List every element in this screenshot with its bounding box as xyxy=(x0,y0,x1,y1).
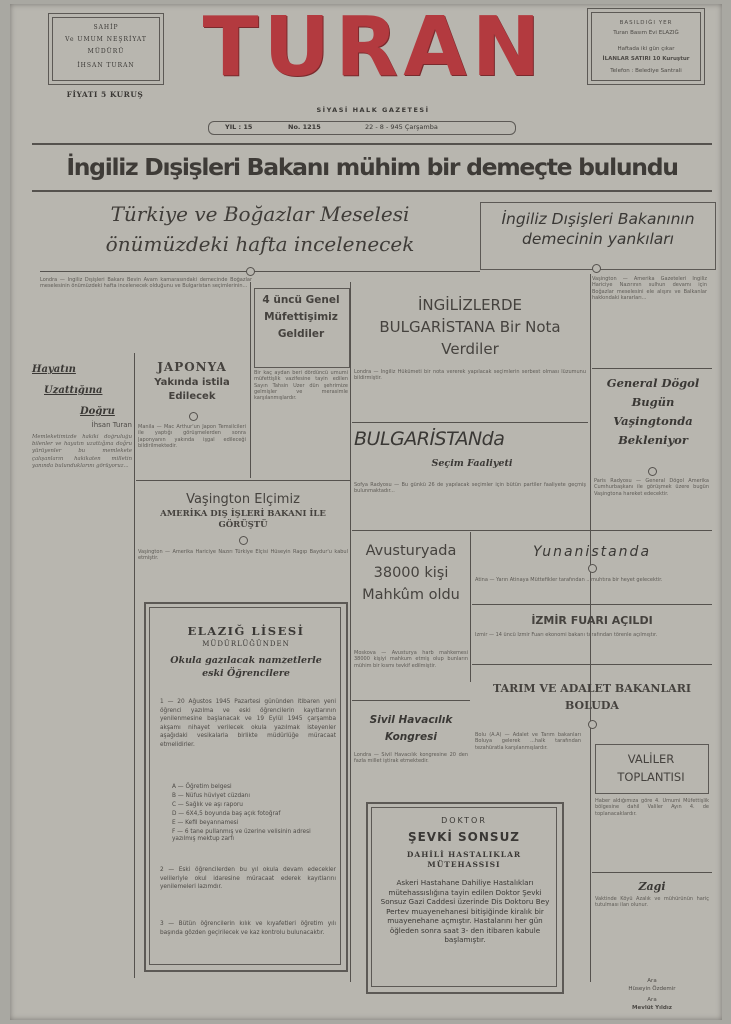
yunanistan-body: Atina — Yarın Atinaya Müttefikler tarafından ...muhtıra bir heyet gelecektir. xyxy=(475,577,663,583)
hayatin-title-2: Uzattığına xyxy=(44,385,103,396)
lise-item-1: A — Öğretim belgesi xyxy=(172,784,232,790)
owner-line-1: SAHİP xyxy=(93,24,119,31)
hayatin-body: Memleketimizde hakiki doğruluğu bilenler ve hayatın uzattığına doğru yürüyenler bu memlekete çalışanların hakikaten milletin yanında bulunduklarını görüyoruz... xyxy=(32,434,132,469)
owner-box xyxy=(48,13,164,85)
bulgaristan-secim-subhead: Seçim Faaliyeti xyxy=(431,458,513,469)
valiler-headline: VALİLER TOPLANTISI xyxy=(617,752,685,784)
print-line-4: İLANLAR SATIRI 10 Kuruştur xyxy=(602,56,690,62)
lise-item-6: F — 6 tane pullanmış ve üzerine velisinin adresi yazılmış mektup zarfı xyxy=(172,829,311,842)
issue-number: No. 1215 xyxy=(288,123,321,131)
lise-item-7: 2 — Eski öğrencilerden bu yıl okula devam edecekler velileriyle okul idaresine müracaat ederek kayıtlarını yenilemeleri lazımdır. xyxy=(160,867,336,890)
zagi-sign-4: Mevlüt Yıldız xyxy=(632,1005,672,1011)
mufettis-headline: 4 üncü Genel Müfettişimiz Geldiler xyxy=(262,294,340,340)
vasington-body: Vaşington — Amerika Hariciye Nazırı Türkiye Elçisi Hüseyin Ragıp Baydur'u kabul etmiştir. xyxy=(138,549,348,562)
tarim-headline: TARIM VE ADALET BAKANLARI BOLUDA xyxy=(493,682,691,712)
zagi-sign-2: Hüseyin Özdemir xyxy=(628,986,676,992)
newspaper-subtitle: SİYASİ HALK GAZETESİ xyxy=(316,106,430,114)
print-line-1: BASILDIĞI YER xyxy=(619,20,673,26)
izmir-body: İzmir — 14 üncü İzmir Fuarı ekonomi bakanı tarafından törenle açılmıştır. xyxy=(475,632,658,638)
lise-item-3: C — Sağlık ve aşı raporu xyxy=(172,802,243,808)
date-bar xyxy=(208,121,516,135)
issue-date: 22 - 8 - 945 Çarşamba xyxy=(365,123,438,131)
print-line-2: Turan Basım Evi ELAZIĞ xyxy=(613,30,679,36)
newspaper-page xyxy=(10,0,722,1020)
bogazlar-body: Londra — İngiliz Dışişleri Bakanı Bevin Avam kamarasındaki demecinde Boğazlar meselesinin önümüzdeki hafta incelenecek olduğunu ve Bulgaristan seçimlerinin... xyxy=(40,277,252,290)
avusturya-headline: Avusturyada 38000 kişi Mahkûm oldu xyxy=(362,543,460,603)
newspaper-title: TURAN xyxy=(202,0,546,95)
sivil-body: Londra — Sivil Havacılık kongresine 20 den fazla millet iştirak etmektedir. xyxy=(354,752,468,765)
bogazlar-headline: Türkiye ve Boğazlar Meselesi önümüzdeki hafta incelenecek xyxy=(105,202,415,256)
hayatin-title-3: Doğru xyxy=(80,406,115,417)
banner-headline: İngiliz Dışişleri Bakanı mühim bir demeçte bulundu xyxy=(66,153,678,181)
vasington-headline: Vaşington Elçimiz xyxy=(186,492,300,507)
sivil-headline: Sivil Havacılık Kongresi xyxy=(369,714,453,743)
dogol-body: Paris Radyosu — General Dögol Amerika Cumhurbaşkanı ile görüşmek üzere bugün Vaşingtona hareket edecektir. xyxy=(594,478,709,497)
lise-subtitle: MÜDÜRLÜĞÜNDEN xyxy=(202,640,290,648)
japonya-subhead: Yakında istila Edilecek xyxy=(154,377,230,402)
bulgaristan-secim-body: Sofya Radyosu — Bu günkü 26 de yapılacak seçimler için bütün partiler faaliyete geçmiş bulunmaktadır... xyxy=(354,482,586,495)
lise-item-5: E — Kefil beyannamesi xyxy=(172,820,239,826)
yankilar-headline: İngiliz Dışişleri Bakanının demecinin yankıları xyxy=(501,210,695,248)
price: FİYATI 5 KURUŞ xyxy=(66,90,144,99)
doktor-title: DOKTOR xyxy=(441,816,487,825)
japonya-body: Manila — Mac Arthur'un Japon Temsilcileri ile yaptığı görüşmelerden sonra Japonyanın yakında işgal edileceği bildirilmektedir. xyxy=(138,424,246,449)
print-line-3: Haftada iki gün çıkar xyxy=(617,46,675,52)
print-box xyxy=(587,8,705,85)
print-line-5: Telefon : Belediye Santrali xyxy=(610,68,682,74)
zagi-body: Vaktinde Köyü Azalık ve mühürünün hariç tutulması ilan olunur. xyxy=(595,896,709,909)
yunanistan-headline: Yunanistanda xyxy=(532,544,652,560)
doktor-name: ŞEVKİ SONSUZ xyxy=(407,830,521,844)
zagi-headline: Zagi xyxy=(638,880,666,893)
bulgaristan-secim-headline: BULGARİSTANda xyxy=(354,428,505,450)
hayatin-title-1: Hayatın xyxy=(32,364,76,375)
zagi-sign-1: Ara xyxy=(647,978,657,984)
japonya-headline: JAPONYA xyxy=(157,360,227,374)
zagi-sign-3: Ara xyxy=(647,997,657,1003)
doktor-specialty: DAHİLİ HASTALIKLAR MÜTEHASSISI xyxy=(406,850,522,869)
owner-line-4: İHSAN TURAN xyxy=(77,62,135,69)
lise-item-2: B — Nüfus hüviyet cüzdanı xyxy=(172,793,250,799)
bulgaristan-nota-headline: İNGİLİZLERDE BULGARİSTANA Bir Nota Verdiler xyxy=(379,296,561,358)
mufettis-body: Bir kaç aydan beri dördüncü umumi müfettişlik vazifesine tayin edilen Sayın Tahsin Uzer dün şehrimize gelmişler ve merasimle karşılanmışlardır. xyxy=(254,370,348,402)
izmir-headline: İZMİR FUARI AÇILDI xyxy=(531,614,653,627)
tarim-body: Bolu (A.A) — Adalet ve Tarım bakanları Boluya gelerek ...halk tarafından tezahüratla karşılanmışlardır. xyxy=(475,732,581,751)
valiler-body: Haber aldığımıza göre 4. Umumi Müfettişlik bölgesine dahil Valiler Ayın 4. de toplanacaklardır. xyxy=(595,798,709,817)
doktor-body: Askeri Hastahane Dahiliye Hastalıkları mütehassıslığına tayin edilen Doktor Şevki Sonsuz Gazi Caddesi üzerinde Dis Doktoru Bey Pertev muayenehanesi bitişiğinde kiralık bir muayenehane açmıştır. Hastalarını her gün öğleden sonra saat 3- den itibaren kabule başlamıştır. xyxy=(380,878,550,944)
lise-heading: Okula gazılacak namzetlerle eski Öğrencilere xyxy=(170,655,322,679)
vasington-subhead: AMERİKA DIŞ İŞLERİ BAKANI İLE GÖRÜŞTÜ xyxy=(160,509,326,530)
owner-line-3: MÜDÜRÜ xyxy=(87,48,125,55)
hayatin-author: İhsan Turan xyxy=(91,421,132,429)
lise-item-0: 1 — 20 Ağustos 1945 Pazartesi gününden itibaren yeni öğrenci yazılma ve eski öğrencilerin kayıtlarının yenilenmesine başlanacak ve 19 Eylül 1945 çarşamba akşamı nihayet verilecek okula yazılmak isteyenler aşağıdaki vesikalarla birlikte müdürlüğe müracaat etmelidirler. xyxy=(160,699,336,748)
yankilar-body: Vaşington — Amerika Gazeteleri İngiliz Hariciye Nazırının sulhun devamı için Boğazlar meselesini ele alışını ve Balkanlar hakkındaki kararları... xyxy=(592,276,707,301)
issue-year: YIL : 15 xyxy=(225,123,253,131)
lise-item-8: 3 — Bütün öğrencilerin kılık ve kıyafetleri öğretim yılı başında gözden geçirilecek ve kaz kontrolu bulunacaktır. xyxy=(160,921,336,936)
lise-item-4: D — 6X4,5 boyunda baş açık fotoğraf xyxy=(172,811,281,817)
lise-title: ELAZIĞ LİSESİ xyxy=(187,624,305,638)
bulgaristan-nota-body: Londra — İngiliz Hükümeti bir nota vererek yapılacak seçimlerin serbest olması lüzumunu bildirmiştir. xyxy=(354,369,586,382)
dogol-headline: General Dögol Bugün Vaşingtonda Bekleniyor xyxy=(606,376,700,447)
avusturya-body: Moskova — Avusturya harb mahkemesi 38000 kişiyi mahkum etmiş olup bunların mühim bir kısmı tevkif edilmiştir. xyxy=(354,650,468,669)
owner-line-2: Ve UMUM NEŞRİYAT xyxy=(65,36,147,43)
